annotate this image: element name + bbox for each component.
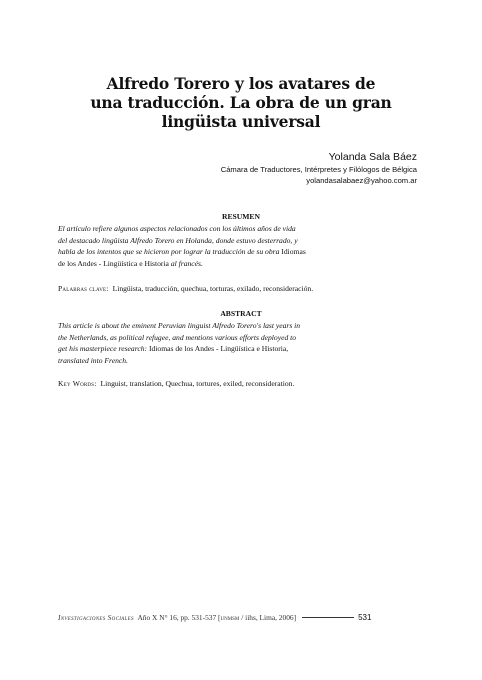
abstract-line: This article is about the eminent Peruvian linguist Alfredo Torero's last years in bbox=[58, 321, 301, 330]
resumen-line-italic: habla de los intentos que se hicieron por lograr la traducción de su obra bbox=[58, 247, 280, 256]
abstract-keywords bbox=[58, 378, 424, 389]
author-name: Yolanda Sala Báez bbox=[328, 151, 417, 163]
author-affiliation: Cámara de Traductores, Intérpretes y Filólogos de Bélgica bbox=[220, 165, 417, 174]
keywords-label: Key Words: bbox=[58, 379, 97, 388]
resumen-line: El artículo refiere algunos aspectos relacionados con los últimos años de vida bbox=[58, 224, 296, 233]
author-affiliation-block bbox=[221, 164, 417, 186]
resumen-line bbox=[58, 246, 424, 258]
issue-unmsm: unmsm bbox=[220, 613, 240, 622]
abstract-line: the Netherlands, as political refugee, and mentions various efforts deployed to bbox=[58, 332, 297, 342]
title-line: Alfredo Torero y los avatares de bbox=[106, 74, 376, 93]
title-line: lingüista universal bbox=[161, 112, 321, 131]
title-line: una traducción. La obra de un gran bbox=[90, 93, 392, 112]
issue-info: Año X N° 16, pp. 531-537 [ bbox=[137, 613, 221, 622]
keywords-text: Linguist, translation, Quechua, tortures, exiled, reconsideration. bbox=[100, 379, 295, 388]
resumen-book-title: de los Andes - Lingüística e Historia bbox=[58, 258, 169, 268]
keywords-label: Palabras clave: bbox=[58, 284, 109, 293]
footer-rule bbox=[302, 617, 354, 618]
abstract-line-italic: get his masterpiece research: bbox=[58, 344, 148, 353]
author-email: yolandasalabaez@yahoo.com.ar bbox=[306, 176, 417, 185]
issue-place-year: / iihs, Lima, 2006] bbox=[239, 613, 297, 622]
abstract-heading: ABSTRACT bbox=[220, 309, 262, 318]
resumen-keywords bbox=[58, 283, 424, 294]
article-title bbox=[60, 74, 422, 131]
resumen-heading: RESUMEN bbox=[222, 212, 260, 221]
abstract-body bbox=[58, 320, 424, 366]
resumen-body bbox=[58, 223, 424, 269]
page-number: 531 bbox=[358, 613, 372, 622]
abstract-line: translated into French. bbox=[58, 355, 128, 365]
resumen-line: del destacado lingüista Alfredo Torero en Holanda, donde estuvo desterrado, y bbox=[58, 235, 298, 245]
abstract-book-title: Idiomas de los Andes - Lingüística e Historia, bbox=[147, 344, 289, 353]
abstract-line bbox=[58, 343, 424, 355]
resumen-line bbox=[58, 258, 424, 270]
journal-name: Investigaciones Sociales bbox=[58, 613, 134, 622]
page-footer bbox=[58, 613, 424, 623]
resumen-line-tail: Idiomas bbox=[279, 247, 306, 256]
keywords-text: Lingüista, traducción, quechua, torturas, exilado, reconsideración. bbox=[112, 284, 314, 293]
resumen-line-italic: al francés. bbox=[168, 258, 203, 268]
